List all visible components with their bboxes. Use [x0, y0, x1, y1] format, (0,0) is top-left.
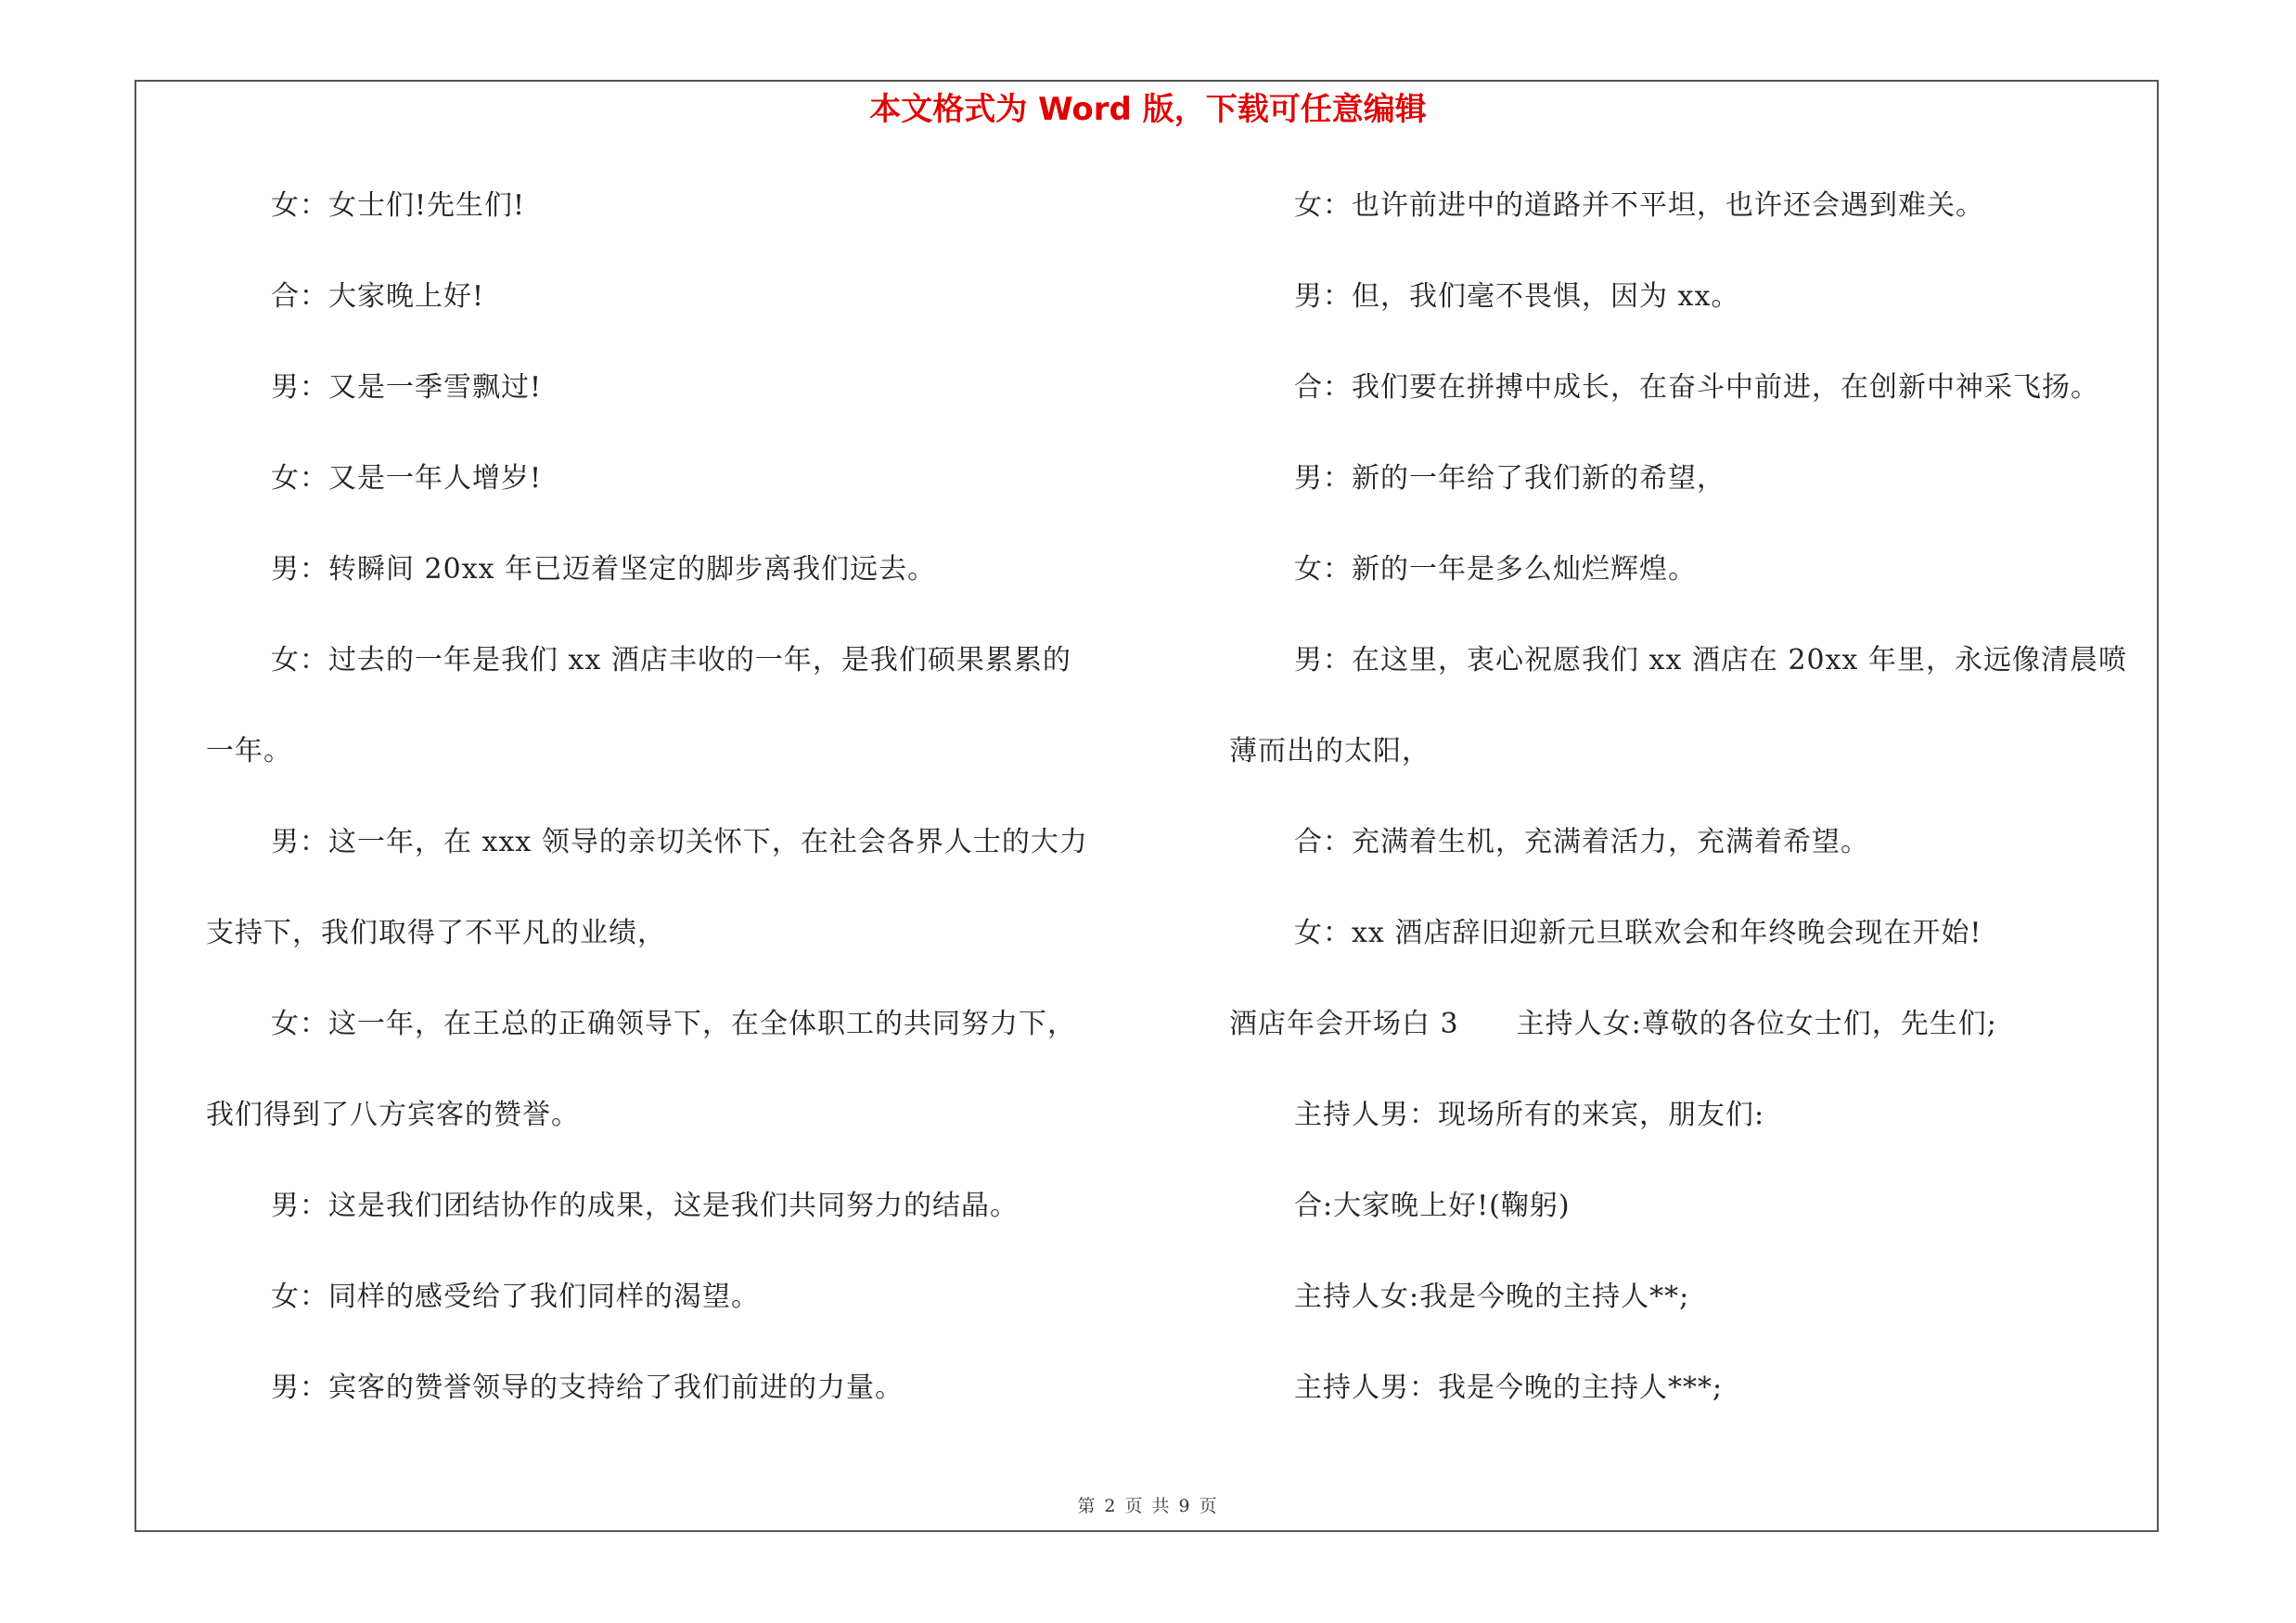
paragraph-line: 一年。	[206, 735, 292, 767]
paragraph-line: 男：但，我们毫不畏惧，因为 xx。	[1294, 280, 1740, 313]
paragraph-line: 男：这是我们团结协作的成果，这是我们共同努力的结晶。	[271, 1190, 1019, 1222]
paragraph-line: 合：大家晚上好!	[271, 280, 485, 313]
page-number-footer: 第 2 页 共 9 页	[1077, 1496, 1219, 1516]
paragraph-line: 主持人男：现场所有的来宾，朋友们:	[1294, 1099, 1765, 1131]
paragraph-line: 女：女士们!先生们!	[271, 189, 526, 222]
paragraph-line: 女：也许前进中的道路并不平坦，也许还会遇到难关。	[1294, 189, 1984, 222]
paragraph-line: 男：在这里，衷心祝愿我们 xx 酒店在 20xx 年里，永远像清晨喷	[1294, 644, 2127, 676]
paragraph-line: 合:大家晚上好!(鞠躬)	[1294, 1190, 1571, 1222]
paragraph-line: 女：新的一年是多么灿烂辉煌。	[1294, 553, 1697, 586]
paragraph-line: 主持人女:我是今晚的主持人**;	[1294, 1281, 1690, 1313]
paragraph-line: 女：这一年，在王总的正确领导下，在全体职工的共同努力下，	[271, 1008, 1076, 1040]
paragraph-line: 男：又是一季雪飘过!	[271, 371, 543, 404]
paragraph-line: 合：充满着生机，充满着活力，充满着希望。	[1294, 826, 1869, 858]
paragraph-line: 男：这一年，在 xxx 领导的亲切关怀下，在社会各界人士的大力	[271, 826, 1088, 858]
paragraph-line: 我们得到了八方宾客的赞誉。	[206, 1099, 580, 1131]
paragraph-line: 男：新的一年给了我们新的希望，	[1294, 462, 1725, 495]
paragraph-line: 薄而出的太阳，	[1229, 735, 1430, 767]
paragraph-line: 支持下，我们取得了不平凡的业绩，	[206, 917, 666, 949]
paragraph-line: 女：xx 酒店辞旧迎新元旦联欢会和年终晚会现在开始!	[1294, 917, 1982, 949]
format-notice-banner: 本文格式为 Word 版，下载可任意编辑	[869, 91, 1427, 128]
paragraph-line: 主持人男：我是今晚的主持人***;	[1294, 1372, 1724, 1404]
paragraph-line: 男：转瞬间 20xx 年已迈着坚定的脚步离我们远去。	[271, 553, 937, 586]
paragraph-line: 女：过去的一年是我们 xx 酒店丰收的一年，是我们硕果累累的	[271, 644, 1071, 676]
paragraph-line: 女：又是一年人增岁!	[271, 462, 543, 495]
paragraph-line: 合：我们要在拼搏中成长，在奋斗中前进，在创新中神采飞扬。	[1294, 371, 2099, 404]
paragraph-line: 女：同样的感受给了我们同样的渴望。	[271, 1281, 760, 1313]
section-heading-line: 酒店年会开场白 3 主持人女:尊敬的各位女士们，先生们;	[1229, 1008, 1997, 1040]
paragraph-line: 男：宾客的赞誉领导的支持给了我们前进的力量。	[271, 1372, 904, 1404]
